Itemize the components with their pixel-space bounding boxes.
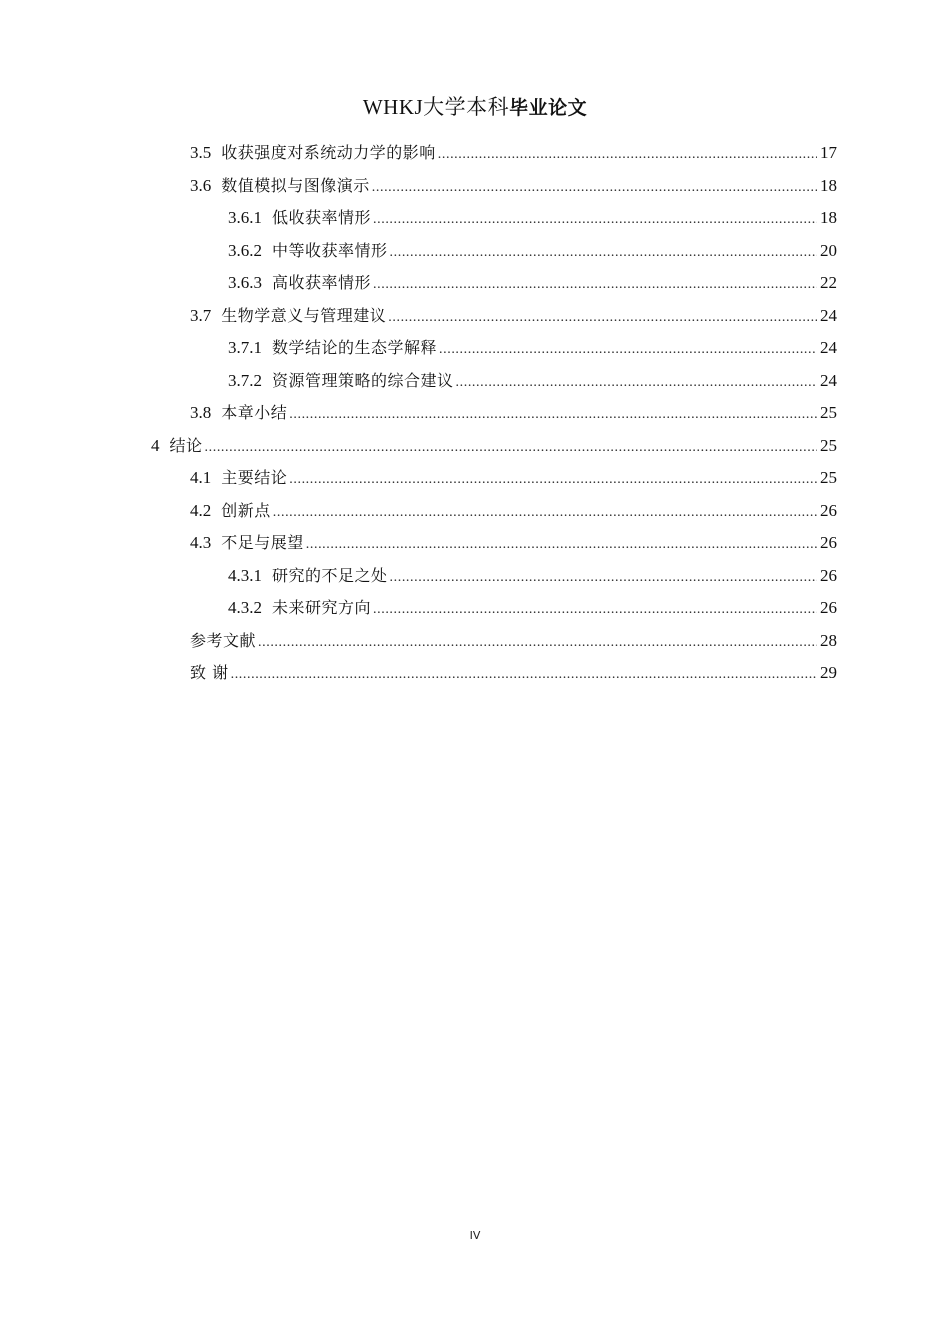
toc-entry-page: 18 bbox=[820, 175, 837, 195]
toc-leader-dots bbox=[372, 172, 817, 204]
toc-leader-dots bbox=[289, 464, 817, 496]
toc-entry-number: 3.7.1 bbox=[228, 338, 262, 357]
toc-entry-page: 25 bbox=[820, 435, 837, 455]
toc-entry[interactable] bbox=[151, 430, 837, 462]
toc-entry-page: 26 bbox=[820, 533, 837, 552]
toc-entry-page: 22 bbox=[820, 273, 837, 292]
toc-leader-dots bbox=[289, 399, 817, 431]
toc-entry-title: 高收获率情形 bbox=[272, 273, 372, 292]
toc-entry-title: 生物学意义与管理建议 bbox=[221, 305, 387, 325]
toc-entry[interactable] bbox=[190, 462, 837, 494]
toc-entry-number: 3.7 bbox=[190, 305, 212, 325]
toc-entry-page: 18 bbox=[820, 208, 837, 227]
toc-leader-dots bbox=[231, 659, 817, 691]
toc-entry-title: 不足与展望 bbox=[221, 533, 304, 552]
toc-entry[interactable] bbox=[190, 137, 837, 169]
toc-entry[interactable] bbox=[190, 397, 837, 429]
toc-entry[interactable] bbox=[228, 267, 837, 299]
toc-entry-title: 致 谢 bbox=[190, 663, 229, 682]
toc-entry-page: 26 bbox=[820, 565, 837, 585]
toc-entry-page: 24 bbox=[820, 370, 837, 390]
toc-leader-dots bbox=[205, 432, 817, 464]
toc-entry[interactable] bbox=[228, 365, 837, 397]
toc-entry[interactable] bbox=[190, 657, 837, 689]
toc-entry[interactable] bbox=[190, 625, 837, 657]
toc-entry-page: 17 bbox=[820, 143, 837, 162]
toc-leader-dots bbox=[258, 627, 817, 659]
toc-entry-title: 主要结论 bbox=[221, 468, 288, 487]
toc-entry-title: 创新点 bbox=[221, 500, 271, 520]
toc-entry-page: 24 bbox=[820, 305, 837, 325]
toc-entry-title: 未来研究方向 bbox=[272, 598, 372, 617]
toc-entry-number: 3.6.3 bbox=[228, 273, 262, 292]
page-number: IV bbox=[469, 1229, 481, 1242]
toc-entry-title: 资源管理策略的综合建议 bbox=[272, 370, 454, 390]
toc-entry-number: 4.3 bbox=[190, 533, 212, 552]
toc-leader-dots bbox=[438, 139, 817, 171]
toc-entry-title: 数学结论的生态学解释 bbox=[272, 338, 438, 357]
toc-entry-number: 3.8 bbox=[190, 403, 212, 422]
toc-entry[interactable] bbox=[190, 495, 837, 527]
toc-entry[interactable] bbox=[228, 332, 837, 364]
toc-entry[interactable] bbox=[228, 235, 837, 267]
toc-leader-dots bbox=[390, 237, 817, 269]
toc-entry-title: 结论 bbox=[169, 435, 203, 455]
toc-entry-number: 3.7.2 bbox=[228, 370, 262, 390]
toc-entry-page: 26 bbox=[820, 500, 837, 520]
toc-entry-number: 4.2 bbox=[190, 500, 212, 520]
toc-entry-page: 26 bbox=[820, 598, 837, 617]
toc-entry-page: 24 bbox=[820, 338, 837, 357]
toc-entry[interactable] bbox=[190, 300, 837, 332]
running-header bbox=[0, 93, 950, 122]
toc-entry-number: 4 bbox=[151, 435, 160, 455]
toc-leader-dots bbox=[439, 334, 817, 366]
toc-entry-number: 4.3.1 bbox=[228, 565, 262, 585]
toc-entry-page: 25 bbox=[820, 468, 837, 487]
toc-entry-title: 研究的不足之处 bbox=[272, 565, 388, 585]
toc-entry-title: 中等收获率情形 bbox=[272, 240, 388, 260]
toc-entry[interactable] bbox=[228, 560, 837, 592]
toc-entry[interactable] bbox=[228, 202, 837, 234]
toc-entry-number: 3.5 bbox=[190, 143, 212, 162]
toc-leader-dots bbox=[373, 594, 817, 626]
header-university: WHKJ大学本科 bbox=[362, 95, 510, 119]
header-thesis-label: 毕业论文 bbox=[509, 97, 588, 119]
toc-entry-title: 收获强度对系统动力学的影响 bbox=[221, 143, 436, 162]
toc-leader-dots bbox=[373, 269, 817, 301]
toc-entry-page: 29 bbox=[820, 663, 837, 682]
toc-entry-title: 数值模拟与图像演示 bbox=[221, 175, 370, 195]
toc-entry-number: 3.6 bbox=[190, 175, 212, 195]
toc-entry-page: 20 bbox=[820, 240, 837, 260]
toc-entry-title: 本章小结 bbox=[221, 403, 288, 422]
toc-leader-dots bbox=[373, 204, 817, 236]
toc-leader-dots bbox=[273, 497, 817, 529]
toc-entry-number: 4.3.2 bbox=[228, 598, 262, 617]
toc-entry-title: 参考文献 bbox=[190, 630, 257, 650]
toc-entry-number: 3.6.1 bbox=[228, 208, 262, 227]
toc-leader-dots bbox=[390, 562, 817, 594]
toc-entry[interactable] bbox=[190, 170, 837, 202]
toc-entry-number: 4.1 bbox=[190, 468, 212, 487]
toc-entry-page: 25 bbox=[820, 403, 837, 422]
toc-entry-page: 28 bbox=[820, 630, 837, 650]
toc-entry[interactable] bbox=[190, 527, 837, 559]
toc-leader-dots bbox=[388, 302, 817, 334]
toc-entry-title: 低收获率情形 bbox=[272, 208, 372, 227]
toc-leader-dots bbox=[306, 529, 817, 561]
toc-leader-dots bbox=[456, 367, 817, 399]
toc-entry-number: 3.6.2 bbox=[228, 240, 262, 260]
toc-entry[interactable] bbox=[228, 592, 837, 624]
